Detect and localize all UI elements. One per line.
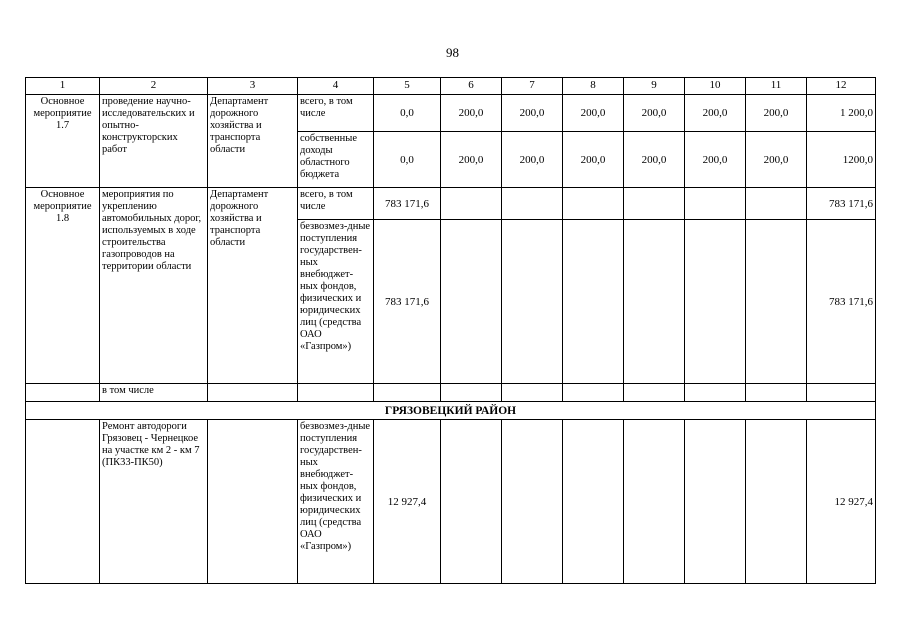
empty-cell: [563, 384, 624, 402]
in-that-number-label: в том числе: [100, 384, 208, 402]
value-cell: 200,0: [685, 95, 746, 132]
empty-cell: [298, 384, 374, 402]
empty-cell: [807, 384, 876, 402]
value-cell: 1 200,0: [807, 95, 876, 132]
value-cell: 783 171,6: [807, 188, 876, 220]
empty-cell: [624, 384, 685, 402]
empty-cell: [685, 384, 746, 402]
empty-cell: [746, 384, 807, 402]
table-row: [26, 188, 876, 220]
value-cell: [624, 420, 685, 584]
value-cell: [502, 188, 563, 220]
value-cell: [685, 420, 746, 584]
header-cell: 4: [298, 78, 374, 95]
value-cell: [502, 220, 563, 384]
empty-cell: [26, 384, 100, 402]
value-cell: 200,0: [441, 132, 502, 188]
value-cell: 200,0: [746, 95, 807, 132]
measure-type: Основное мероприятие 1.8: [26, 188, 100, 384]
value-cell: 0,0: [374, 132, 441, 188]
district-row: [26, 402, 876, 420]
value-cell: 783 171,6: [374, 188, 441, 220]
value-cell: [746, 188, 807, 220]
table-row: [26, 95, 876, 132]
empty-cell: [374, 384, 441, 402]
value-cell: [563, 420, 624, 584]
value-cell: [624, 188, 685, 220]
value-cell: 12 927,4: [807, 420, 876, 584]
value-cell: 200,0: [624, 132, 685, 188]
empty-cell: [26, 420, 100, 584]
value-cell: [685, 220, 746, 384]
object-name: Ремонт автодороги Грязовец - Чернецкое на участке км 2 - км 7 (ПК33-ПК50): [100, 420, 208, 584]
value-cell: 200,0: [624, 95, 685, 132]
value-cell: 200,0: [502, 95, 563, 132]
table-row: [26, 384, 876, 402]
measure-name: мероприятия по укреплению автомобильных дорог, используемых в ходе строительства газопроводов на территории области: [100, 188, 208, 384]
value-cell: [563, 188, 624, 220]
value-cell: [624, 220, 685, 384]
measure-executor: Департамент дорожного хозяйства и транспорта области: [208, 188, 298, 384]
value-cell: [746, 420, 807, 584]
page-number: 98: [446, 45, 459, 60]
value-cell: 783 171,6: [374, 220, 441, 384]
table-row: [26, 420, 876, 584]
header-cell: 11: [746, 78, 807, 95]
header-cell: 2: [100, 78, 208, 95]
value-cell: [441, 188, 502, 220]
header-cell: 7: [502, 78, 563, 95]
value-cell: 200,0: [441, 95, 502, 132]
value-cell: 783 171,6: [807, 220, 876, 384]
header-cell: 9: [624, 78, 685, 95]
object-executor: [208, 420, 298, 584]
value-cell: [746, 220, 807, 384]
value-cell: 1200,0: [807, 132, 876, 188]
header-cell: 8: [563, 78, 624, 95]
empty-cell: [502, 384, 563, 402]
value-cell: [441, 420, 502, 584]
value-cell: [685, 188, 746, 220]
value-cell: 0,0: [374, 95, 441, 132]
funding-source: всего, в том числе: [298, 188, 374, 220]
value-cell: 12 927,4: [374, 420, 441, 584]
value-cell: [502, 420, 563, 584]
header-cell: 10: [685, 78, 746, 95]
measure-executor: Департамент дорожного хозяйства и транспорта области: [208, 95, 298, 188]
header-row: [26, 78, 876, 95]
funding-source: безвозмез-дные поступления государствен-ных внебюджет-ных фондов, физических и юридических лиц (средства ОАО «Газпром»): [298, 420, 374, 584]
funding-source: безвозмез-дные поступления государствен-ных внебюджет-ных фондов, физических и юридических лиц (средства ОАО «Газпром»): [298, 220, 374, 384]
budget-table: [25, 77, 876, 584]
value-cell: [441, 220, 502, 384]
value-cell: 200,0: [746, 132, 807, 188]
empty-cell: [208, 384, 298, 402]
measure-name: проведение научно-исследовательских и опытно-конструкторских работ: [100, 95, 208, 188]
measure-type: Основное мероприятие 1.7: [26, 95, 100, 188]
value-cell: 200,0: [502, 132, 563, 188]
header-cell: 1: [26, 78, 100, 95]
header-cell: 12: [807, 78, 876, 95]
district-heading: ГРЯЗОВЕЦКИЙ РАЙОН: [26, 402, 876, 420]
header-cell: 5: [374, 78, 441, 95]
funding-source: собственные доходы областного бюджета: [298, 132, 374, 188]
value-cell: 200,0: [563, 95, 624, 132]
header-cell: 3: [208, 78, 298, 95]
value-cell: 200,0: [685, 132, 746, 188]
value-cell: [563, 220, 624, 384]
value-cell: 200,0: [563, 132, 624, 188]
empty-cell: [441, 384, 502, 402]
header-cell: 6: [441, 78, 502, 95]
funding-source: всего, в том числе: [298, 95, 374, 132]
